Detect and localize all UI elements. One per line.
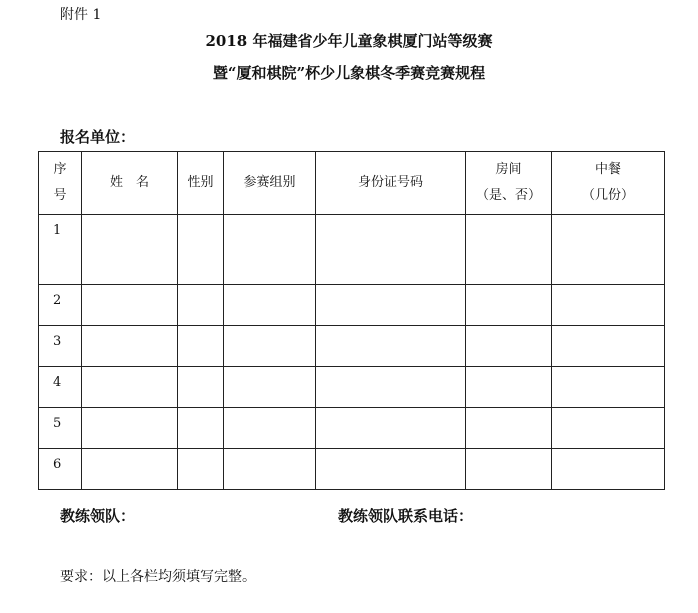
header-room-line1: 房间 — [495, 162, 522, 177]
name-cell[interactable] — [82, 408, 178, 449]
row-number: 5 — [39, 408, 82, 449]
id-cell[interactable] — [316, 285, 466, 326]
row-number: 1 — [39, 215, 82, 285]
room-cell[interactable] — [466, 408, 552, 449]
table-row — [39, 285, 665, 326]
table-row — [39, 367, 665, 408]
row-number: 2 — [39, 285, 82, 326]
header-seq-line1: 序 — [53, 162, 67, 177]
table-row — [39, 449, 665, 490]
row-number: 3 — [39, 326, 82, 367]
lunch-cell[interactable] — [552, 285, 665, 326]
lunch-cell[interactable] — [552, 449, 665, 490]
document-subtitle: 暨“厦和棋院”杯少儿象棋冬季赛竞赛规程 — [212, 64, 486, 82]
room-cell[interactable] — [466, 215, 552, 285]
header-lunch-line1: 中餐 — [594, 162, 621, 177]
table-row — [39, 408, 665, 449]
lunch-cell[interactable] — [552, 215, 665, 285]
header-lunch — [552, 152, 665, 215]
coach-label: 教练领队： — [60, 507, 136, 525]
header-room — [466, 152, 552, 215]
header-name: 姓 名 — [82, 152, 178, 215]
table-header-row — [39, 152, 665, 215]
name-cell[interactable] — [82, 449, 178, 490]
id-cell[interactable] — [316, 326, 466, 367]
gender-cell[interactable] — [178, 408, 224, 449]
id-cell[interactable] — [316, 408, 466, 449]
id-cell[interactable] — [316, 449, 466, 490]
header-gender: 性别 — [178, 152, 224, 215]
group-cell[interactable] — [224, 408, 316, 449]
name-cell[interactable] — [82, 326, 178, 367]
gender-cell[interactable] — [178, 215, 224, 285]
table-row — [39, 215, 665, 285]
gender-cell[interactable] — [178, 367, 224, 408]
registration-table — [38, 151, 665, 490]
room-cell[interactable] — [466, 367, 552, 408]
group-cell[interactable] — [224, 367, 316, 408]
header-seq-line2: 号 — [53, 188, 67, 203]
room-cell[interactable] — [466, 449, 552, 490]
table-row — [39, 326, 665, 367]
row-number: 4 — [39, 367, 82, 408]
header-seq — [39, 152, 82, 215]
gender-cell[interactable] — [178, 449, 224, 490]
header-id-number: 身份证号码 — [316, 152, 466, 215]
name-cell[interactable] — [82, 285, 178, 326]
attachment-label: 附件 1 — [60, 7, 102, 23]
lunch-cell[interactable] — [552, 408, 665, 449]
lunch-cell[interactable] — [552, 367, 665, 408]
gender-cell[interactable] — [178, 285, 224, 326]
room-cell[interactable] — [466, 285, 552, 326]
gender-cell[interactable] — [178, 326, 224, 367]
name-cell[interactable] — [82, 215, 178, 285]
group-cell[interactable] — [224, 326, 316, 367]
lunch-cell[interactable] — [552, 326, 665, 367]
registration-unit-label: 报名单位： — [60, 128, 136, 146]
coach-phone-label: 教练领队联系电话： — [338, 507, 474, 525]
header-room-line2: （是、否） — [475, 188, 541, 203]
header-lunch-line2: （几份） — [581, 188, 634, 203]
requirement-note: 要求：以上各栏均须填写完整。 — [60, 569, 256, 585]
name-cell[interactable] — [82, 367, 178, 408]
room-cell[interactable] — [466, 326, 552, 367]
id-cell[interactable] — [316, 215, 466, 285]
header-group: 参赛组别 — [224, 152, 316, 215]
id-cell[interactable] — [316, 367, 466, 408]
group-cell[interactable] — [224, 215, 316, 285]
group-cell[interactable] — [224, 449, 316, 490]
row-number: 6 — [39, 449, 82, 490]
document-title: 2018 年福建省少年儿童象棋厦门站等级赛 — [205, 32, 493, 50]
group-cell[interactable] — [224, 285, 316, 326]
